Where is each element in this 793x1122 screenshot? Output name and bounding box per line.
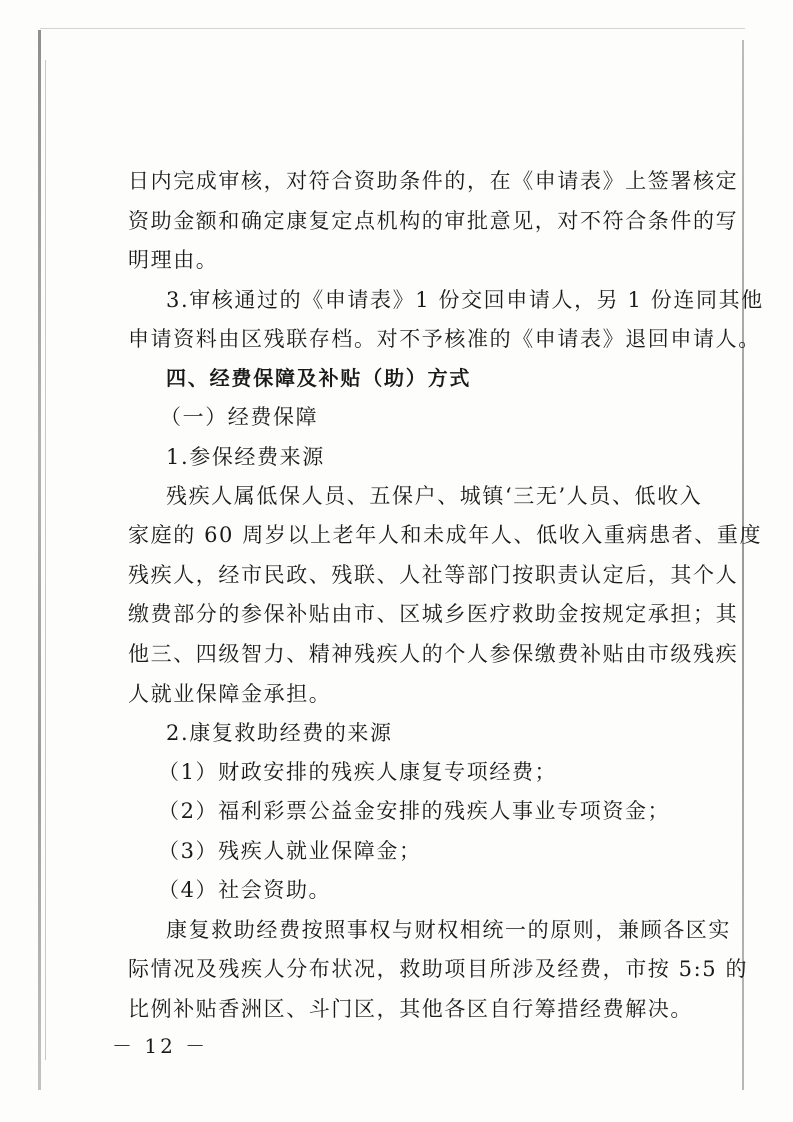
body-line-14: 人就业保障金承担。 — [128, 682, 332, 706]
body-line-11: 残疾人，经市民政、残联、人社等部门按职责认定后，其个人 — [128, 563, 739, 587]
scan-binding-edge-left-inner — [45, 60, 46, 1060]
page-number: － 12 － — [112, 1034, 209, 1058]
item-heading-2: 2.康复救助经费的来源 — [166, 721, 393, 745]
body-line-4: 3.审核通过的《申请表》1 份交回申请人，另 1 份连同其他 — [166, 288, 764, 312]
scan-edge-right — [742, 40, 744, 1090]
body-line-5: 申请资料由区残联存档。对不予核准的《申请表》退回申请人。 — [128, 327, 761, 351]
body-line-9: 残疾人属低保人员、五保户、城镇‘三无’人员、低收入 — [166, 484, 703, 508]
body-line-1: 日内完成审核，对符合资助条件的，在《申请表》上签署核定 — [128, 169, 739, 193]
body-line-21: 际情况及残疾人分布状况，救助项目所涉及经费，市按 5:5 的 — [128, 957, 749, 981]
scan-edge-top — [40, 28, 745, 29]
body-line-13: 他三、四级智力、精神残疾人的个人参保缴费补贴由市级残疾 — [128, 642, 739, 666]
list-item-1: （1）财政安排的残疾人康复专项经费； — [158, 760, 558, 784]
list-item-2: （2）福利彩票公益金安排的残疾人事业专项资金； — [158, 799, 671, 823]
body-line-22: 比例补贴香洲区、斗门区，其他各区自行筹措经费解决。 — [128, 997, 693, 1021]
subsection-heading-1: （一）经费保障 — [160, 405, 319, 429]
scan-binding-edge-left — [38, 30, 41, 1090]
body-line-12: 缴费部分的参保补贴由市、区城乡医疗救助金按规定承担；其 — [128, 602, 739, 626]
list-item-3: （3）残疾人就业保障金； — [158, 839, 422, 863]
body-line-20: 康复救助经费按照事权与财权相统一的原则，兼顾各区实 — [166, 918, 731, 942]
body-line-2: 资助金额和确定康复定点机构的审批意见，对不符合条件的写 — [128, 209, 739, 233]
body-line-3: 明理由。 — [128, 248, 219, 272]
body-line-10: 家庭的 60 周岁以上老年人和未成年人、低收入重病患者、重度 — [128, 523, 763, 547]
item-heading-1: 1.参保经费来源 — [166, 445, 325, 469]
section-heading-4: 四、经费保障及补贴（助）方式 — [166, 366, 472, 390]
list-item-4: （4）社会资助。 — [158, 878, 332, 902]
